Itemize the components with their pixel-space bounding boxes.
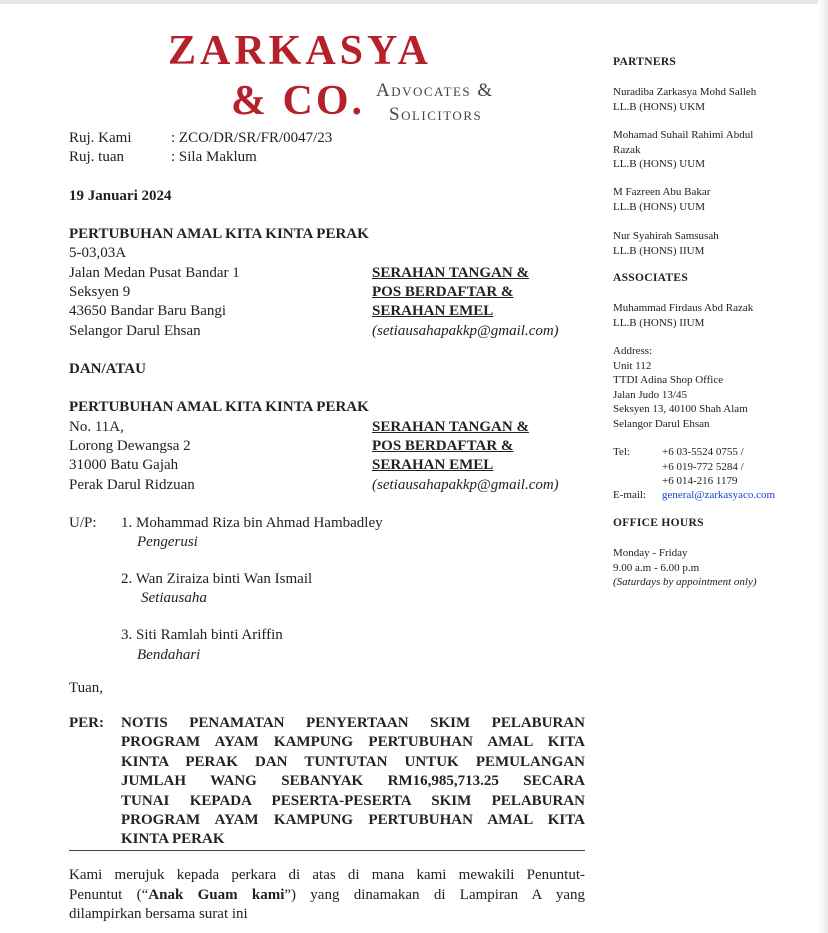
office-address <box>613 344 748 431</box>
recipient2-delivery-method: SERAHAN TANGAN & <box>372 419 529 435</box>
body-text: ”) yang dinamakan di Lampiran A yang <box>284 886 585 903</box>
partner-qualification: LL.B (HONS) IIUM <box>613 244 705 257</box>
partners-heading: PARTNERS <box>613 56 677 68</box>
subject-label: PER: <box>69 715 104 731</box>
partner-entry <box>613 229 719 258</box>
attention-person-role: Bendahari <box>137 647 201 663</box>
attention-person-name: 1. Mohammad Riza bin Ahmad Hambadley <box>121 515 383 531</box>
recipient1-address-line: Seksyen 9 <box>69 284 131 300</box>
office-hours-days: Monday - Friday <box>613 547 688 559</box>
recipient1-name: PERTUBUHAN AMAL KITA KINTA PERAK <box>69 226 369 242</box>
address-line: Unit 112 <box>613 359 652 372</box>
recipient2-delivery-method: POS BERDAFTAR & <box>372 438 514 454</box>
subject-underline <box>69 850 585 851</box>
address-label: Address: <box>613 345 653 357</box>
partner-entry <box>613 185 710 214</box>
tel-numbers <box>662 445 744 489</box>
and-or-separator: DAN/ATAU <box>69 361 146 377</box>
body-line: Kami merujuk kepada perkara di atas di mana kami mewakili Penuntut- <box>69 867 585 883</box>
attention-person-role: Setiausaha <box>141 590 207 606</box>
tel-number: +6 014-216 1179 <box>662 475 738 487</box>
tel-label: Tel: <box>613 446 630 458</box>
office-hours-heading: OFFICE HOURS <box>613 517 704 529</box>
body-paragraph <box>69 866 585 925</box>
associate-name: Muhammad Firdaus Abd Razak <box>613 302 754 314</box>
firm-tagline-line1: Advocates & <box>376 80 494 101</box>
recipient1-email: (setiausahapakkp@gmail.com) <box>372 323 559 339</box>
salutation: Tuan, <box>69 680 104 696</box>
email-link[interactable]: general@zarkasyaco.com <box>662 489 776 501</box>
address-line: Seksyen 13, 40100 Shah Alam <box>613 403 748 415</box>
subject-line: NOTIS PENAMATAN PENYERTAAN SKIM PELABURAN <box>121 715 585 731</box>
our-ref-value: : ZCO/DR/SR/FR/0047/23 <box>171 130 333 146</box>
address-line: TTDI Adina Shop Office <box>613 374 724 386</box>
associate-qualification: LL.B (HONS) IIUM <box>613 316 705 329</box>
page-right-edge <box>818 0 828 933</box>
partner-name: Nuradiba Zarkasya Mohd Salleh <box>613 86 757 98</box>
firm-name-line1: ZARKASYA <box>168 28 432 74</box>
recipient2-address-line: Perak Darul Ridzuan <box>69 477 195 493</box>
body-line <box>69 886 585 906</box>
attention-label: U/P: <box>69 515 97 531</box>
associate-entry <box>613 301 753 330</box>
recipient1-delivery-method: SERAHAN EMEL <box>372 303 494 319</box>
letter-date: 19 Januari 2024 <box>69 188 172 204</box>
subject-line: PROGRAM AYAM KAMPUNG PERTUBUHAN AMAL KITA <box>121 812 585 829</box>
our-ref-label: Ruj. Kami <box>69 130 132 146</box>
partner-name: Mohamad Suhail Rahimi Abdul <box>613 129 754 141</box>
partner-entry <box>613 85 756 114</box>
body-defined-term: Anak Guam kami <box>148 886 285 903</box>
your-ref-label: Ruj. tuan <box>69 149 124 165</box>
recipient2-name: PERTUBUHAN AMAL KITA KINTA PERAK <box>69 399 369 415</box>
subject-line: PROGRAM AYAM KAMPUNG PERTUBUHAN AMAL KITA <box>121 734 585 751</box>
page-top-edge <box>0 0 828 4</box>
office-hours-time: 9.00 a.m - 6.00 p.m <box>613 561 700 574</box>
body-text: Penuntut (“ <box>69 886 149 903</box>
partner-qualification: LL.B (HONS) UKM <box>613 100 705 113</box>
recipient1-address-line: Jalan Medan Pusat Bandar 1 <box>69 265 240 281</box>
attention-person-role: Pengerusi <box>137 534 198 550</box>
body-line: dilampirkan bersama surat ini <box>69 906 248 922</box>
subject-line: JUMLAH WANG SEBANYAK RM16,985,713.25 SECARA <box>121 773 585 790</box>
address-line: Jalan Judo 13/45 <box>613 388 687 401</box>
partner-qualification: LL.B (HONS) UUM <box>613 200 705 213</box>
recipient1-address-line: 5-03,03A <box>69 245 127 261</box>
partner-qualification: LL.B (HONS) UUM <box>613 158 705 170</box>
subject-line: TUNAI KEPADA PESERTA-PESERTA SKIM PELABURAN <box>121 792 585 809</box>
tel-number: +6 019-772 5284 / <box>662 460 744 473</box>
your-ref-value: : Sila Maklum <box>171 149 257 165</box>
partner-name: M Fazreen Abu Bakar <box>613 186 711 198</box>
partner-name: Nur Syahirah Samsusah <box>613 230 719 242</box>
attention-person-name: 2. Wan Ziraiza binti Wan Ismail <box>121 571 313 587</box>
subject-text <box>121 714 585 850</box>
firm-name-line2: & CO. <box>231 78 365 124</box>
recipient2-address-line: 31000 Batu Gajah <box>69 457 179 473</box>
partner-entry <box>613 128 753 172</box>
recipient2-email: (setiausahapakkp@gmail.com) <box>372 477 559 493</box>
recipient1-address-line: Selangor Darul Ehsan <box>69 323 201 339</box>
recipient1-address-line: 43650 Bandar Baru Bangi <box>69 303 227 319</box>
office-hours <box>613 546 756 590</box>
recipient2-delivery-method: SERAHAN EMEL <box>372 457 494 473</box>
email-label: E-mail: <box>613 489 646 501</box>
recipient1-delivery-method: POS BERDAFTAR & <box>372 284 514 300</box>
recipient2-address-line: Lorong Dewangsa 2 <box>69 438 191 454</box>
recipient2-address-line: No. 11A, <box>69 419 124 435</box>
associates-heading: ASSOCIATES <box>613 272 689 284</box>
recipient1-delivery-method: SERAHAN TANGAN & <box>372 265 529 281</box>
tel-number: +6 03-5524 0755 / <box>662 446 744 458</box>
attention-person-name: 3. Siti Ramlah binti Ariffin <box>121 627 283 643</box>
address-line: Selangor Darul Ehsan <box>613 417 710 430</box>
office-hours-note: (Saturdays by appointment only) <box>613 576 757 588</box>
partner-name: Razak <box>613 143 641 156</box>
firm-tagline-line2: Solicitors <box>389 104 483 125</box>
subject-line: KINTA PERAK <box>121 831 225 848</box>
subject-line: KINTA PERAK DAN TUNTUTAN UNTUK PEMULANGAN <box>121 753 585 770</box>
